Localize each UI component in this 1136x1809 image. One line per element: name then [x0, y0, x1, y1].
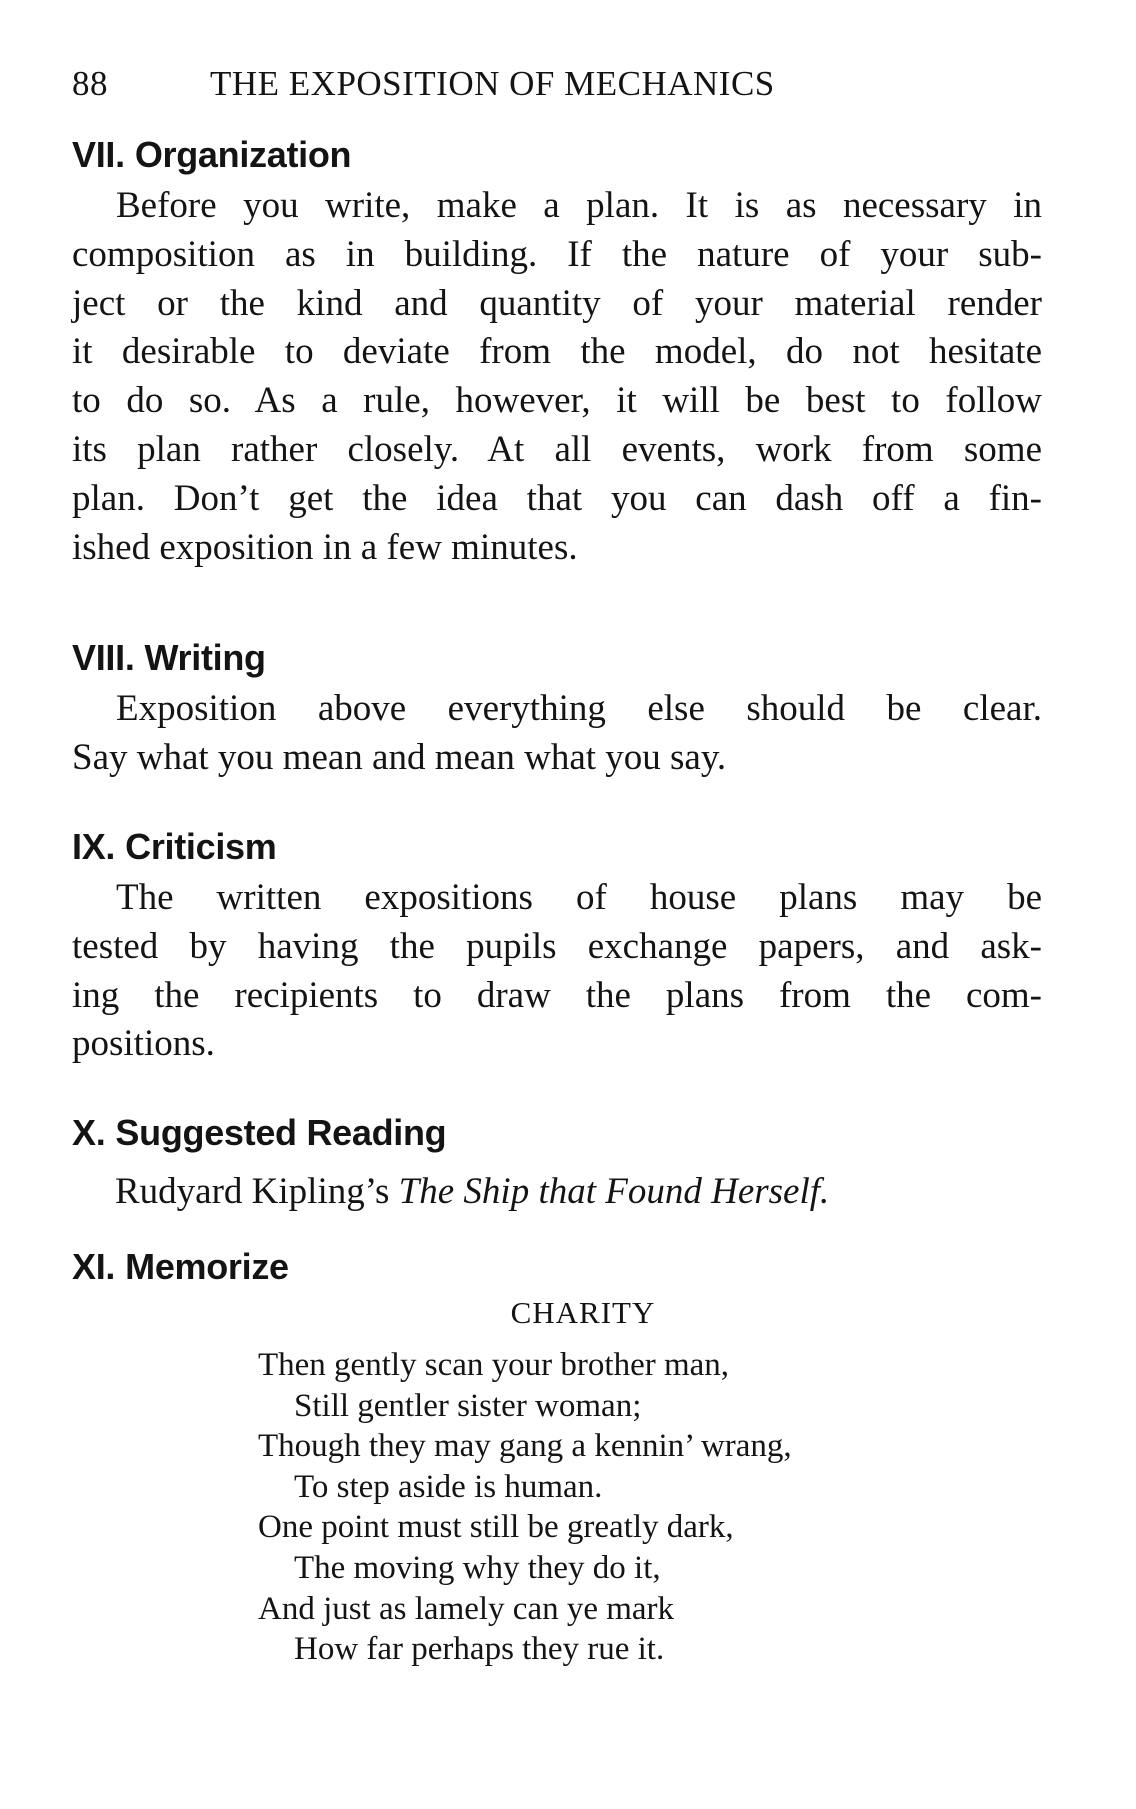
reading-title: The Ship that Found Herself.: [398, 1171, 830, 1212]
section-heading-organization: [72, 134, 351, 176]
suggested-reading-text: [115, 1170, 829, 1213]
text-line: Before you write, make a plan. It is as necessary in: [116, 185, 1042, 226]
poem-line: Then gently scan your brother man,: [258, 1347, 730, 1383]
section-number: VIII.: [72, 637, 135, 678]
text-line: it desirable to deviate from the model, do not hesitate: [72, 331, 1042, 373]
page-number: 88: [72, 64, 108, 103]
section-heading-writing: [72, 637, 266, 679]
poem-title: CHARITY: [510, 1295, 656, 1330]
section-heading-criticism: [72, 826, 276, 868]
section-title: Organization: [134, 134, 352, 175]
section-number: VII.: [72, 134, 125, 175]
section-title: Memorize: [125, 1246, 289, 1287]
text-line: composition as in building. If the nature of your sub-: [72, 233, 1042, 275]
reading-author: Rudyard Kipling’s: [115, 1171, 399, 1212]
text-line: ished exposition in a few minutes.: [72, 526, 578, 568]
paragraph-writing: [72, 685, 1042, 783]
text-line: to do so. As a rule, however, it will be best to follow: [72, 380, 1042, 422]
paragraph-organization: [72, 182, 1042, 572]
section-title: Suggested Reading: [115, 1112, 447, 1153]
section-title: Writing: [144, 637, 266, 678]
running-title: THE EXPOSITION OF MECHANICS: [210, 64, 775, 103]
section-heading-suggested-reading: [72, 1112, 446, 1154]
poem-line: To step aside is human.: [294, 1468, 603, 1505]
poem-line: And just as lamely can ye mark: [258, 1590, 675, 1627]
text-line: its plan rather closely. At all events, work from some: [72, 428, 1042, 470]
section-number: IX.: [72, 826, 116, 867]
poem-line: The moving why they do it,: [294, 1549, 661, 1586]
poem: [258, 1345, 792, 1670]
section-number: XI.: [72, 1246, 116, 1287]
poem-line: Still gentler sister woman;: [294, 1387, 642, 1424]
text-line: tested by having the pupils exchange papers, and ask-: [72, 925, 1042, 967]
section-number: X.: [72, 1112, 106, 1153]
section-title: Criticism: [125, 826, 277, 867]
text-line: positions.: [72, 1023, 215, 1065]
text-line: ject or the kind and quantity of your material render: [72, 282, 1042, 324]
section-heading-memorize: [72, 1246, 289, 1288]
paragraph-criticism: [72, 874, 1042, 1069]
poem-line: One point must still be greatly dark,: [258, 1509, 734, 1546]
text-line: Exposition above everything else should be clear.: [116, 688, 1042, 729]
text-line: Say what you mean and mean what you say.: [72, 736, 727, 778]
poem-line: How far perhaps they rue it.: [294, 1631, 665, 1668]
poem-line: Though they may gang a kennin’ wrang,: [258, 1428, 792, 1465]
text-line: ing the recipients to draw the plans from the com-: [72, 974, 1042, 1016]
text-line: The written expositions of house plans may be: [116, 877, 1042, 918]
text-line: plan. Don’t get the idea that you can dash off a fin-: [72, 477, 1042, 519]
